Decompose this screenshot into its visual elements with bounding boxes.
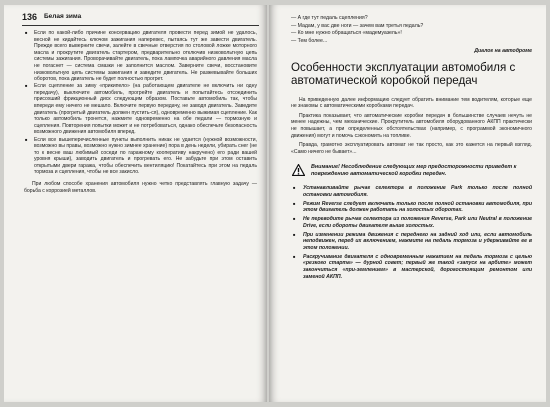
closing-paragraph: При любом способе хранения автомобиля нужно четко представлять главную задачу — борьба с коррозией металлов. <box>24 181 257 194</box>
right-page-body <box>291 15 532 282</box>
rule-item: ■ При изменении режима движения с переднего на задний ход или, если автомобиль неподвижен, перед их включением, нажмите на педаль тормоза и удерживайте ее в этом положении. <box>291 232 532 252</box>
bullet-item: ■ Если все вышеперечисленные пункты выполнить никак не удается (нужной возможности, возможно вы правы, возможно нужно зимнее хранение) пора в день недели, убирать снег (не то к весне ваш любимый соседи по гаражному кооперативу накручено) его ради вашей уровня крыши), заводить двигатель и прогревать его. Не забудьте при этом оставить открытыми двери гаража, чтобы обеспечить вентиляцию! Покатайтесь при этом на педаль тормоза и сцепления, чтобы не все закисло. <box>24 137 257 177</box>
rule-item: ■ Раскручивание двигателя с одновременным нажатием на педаль тормоза с целью «резкого старта» — дурной совет; первый же такой «запуск на арбите» может закончиться «при-землением» в мастерской, дорогостоящим ремонтом или заменой АКПП. <box>291 254 532 281</box>
bullet-item: ■ Если по какой-либо причине консервацию двигателя провести перед зимой не удалось, весной не кидайтесь ключом зажигания наперевес, пытаясь тут же завести двигатель. Прежде всего выверните свечи, залейте в свечные отверстия по столовой ложке моторного масла и прокрутите двигатель стартером, предварительно отключив низковольтную цепь системы зажигания. Проворачивайте двигатель, пока лампочка аварийного давления масла не погаснет — система смазки не заполнится маслом. Заверните свечи, восстановите низковольтную цепь системы зажигания и заведите двигатель. Не разжевывайте больших оборотов, пока двигатель не будет полностью прогрет. <box>24 30 257 83</box>
running-head: Белая зима <box>44 13 82 20</box>
rule-item: ■ Режим Reverse следует включать только после полной остановки автомобиля, при этом двигатель должен работать на холостых оборотах. <box>291 201 532 214</box>
dialogue-line: — Тем более... <box>291 37 328 44</box>
body-paragraph: Практика показывает, что автоматические коробки передач в большинстве случаев нечуть не менее надежны, чем механические. Прокрутитель автомобиля оборудованного АКПП практически не повышает, а при определенных обстоятельствах (например, с программой экономичного движения) могут и помочь сэкономить на топливе. <box>291 112 532 139</box>
warning-box <box>291 161 532 181</box>
left-page-header <box>22 13 259 26</box>
body-paragraph: Правда, грамотно эксплуатировать автомат не так просто, как это кажется на первый взгляд. «Само ничего не бывает»... <box>291 142 532 155</box>
bullet-item: ■ Если сцепление за зиму «прикипело» (на работающем двигателе не включить ни одну передачу), выключите автомобиль, прогрейте двигатель и попытайтесь отсоединить присохший фрикционный диск следующим образом. Поставьте автомобиль так, чтобы впереди ему ничего не мешало. Включите первую передачу, не заводя двигатель. Заведите двигатель (прогретый двигатель должен пустить-ся), одновременно выжимая сцепление. Как только автомобиль тронется, нажмите одновременно на обе педали — тормозную и сцепления. Повторения попытки может и не потребоваться, однако обеспечьте безопасность возможного движения автомобиля вперед. <box>24 83 257 136</box>
left-page <box>4 5 267 402</box>
warning-text: Внимание! Несоблюдение следующих мер предосторожности приведет к повреждению автоматической коробки передач. <box>311 164 517 178</box>
warning-icon <box>292 164 305 176</box>
dialogue-line: — Мадам, у вас две ноги — зачем вам третья педаль? <box>291 22 424 29</box>
rule-item: ■ Устанавливайте рычаг селектора в положение Park только после полной остановки автомобиля. <box>291 185 532 198</box>
section-title: Особенности эксплуатации автомобиля с автоматической коробкой передач <box>291 61 516 87</box>
rule-item: ■ Не переводите рычаг селектора из положения Reverse, Park или Neutral в положение Drive, если обороты двигателя выше холостых. <box>291 216 532 229</box>
right-page <box>269 5 546 402</box>
page-number: 136 <box>22 12 38 22</box>
dialogue-line: — А где тут педаль сцепления? <box>291 15 368 21</box>
left-page-body <box>24 30 257 194</box>
epigraph-dialogue <box>291 15 532 45</box>
epigraph-source: Диалог на автодроме <box>474 48 532 55</box>
dialogue-line: — Ко мне нужно обращаться «мадемуазель»! <box>291 30 402 37</box>
body-paragraph: На приведенную далее информацию следует обратить внимание тем водителям, которые еще не знакомы с автоматическими коробками передач. <box>291 96 532 110</box>
